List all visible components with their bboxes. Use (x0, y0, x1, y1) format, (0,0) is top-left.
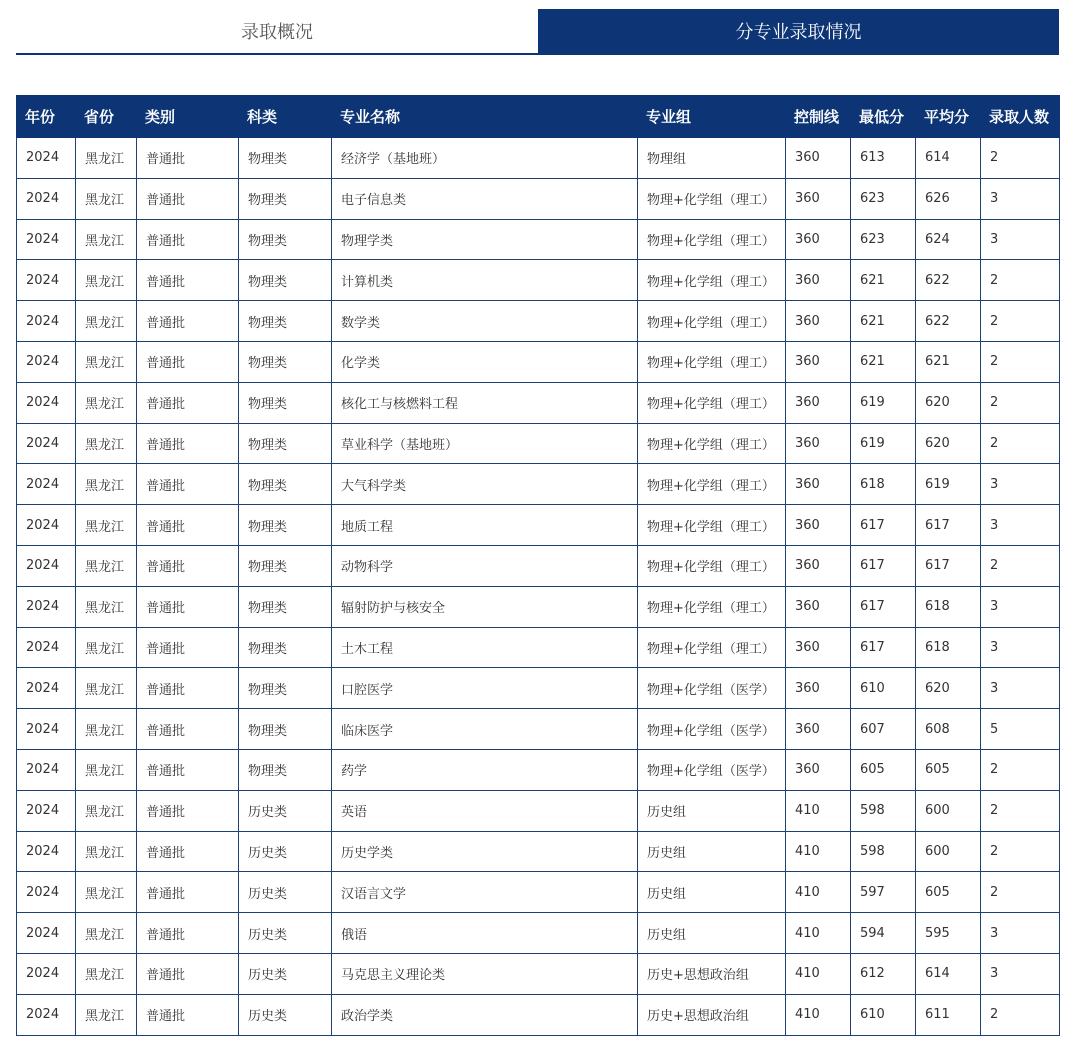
cell-control-line: 360 (786, 749, 851, 790)
cell-province: 黑龙江 (76, 668, 137, 709)
cell-subject-category: 物理类 (239, 341, 332, 382)
cell-year: 2024 (17, 953, 76, 994)
cell-major-name: 土木工程 (332, 627, 638, 668)
cell-control-line: 360 (786, 301, 851, 342)
cell-min-score: 617 (851, 545, 916, 586)
cell-major-group: 物理+化学组（理工） (638, 545, 786, 586)
cell-min-score: 605 (851, 749, 916, 790)
cell-year: 2024 (17, 219, 76, 260)
table-row (17, 341, 1060, 382)
cell-min-score: 619 (851, 382, 916, 423)
cell-major-name: 化学类 (332, 341, 638, 382)
table-row (17, 138, 1060, 179)
cell-major-group: 物理+化学组（理工） (638, 627, 786, 668)
cell-admitted-count: 3 (981, 913, 1060, 954)
cell-batch: 普通批 (137, 709, 239, 750)
cell-admitted-count: 2 (981, 790, 1060, 831)
cell-year: 2024 (17, 301, 76, 342)
cell-admitted-count: 3 (981, 586, 1060, 627)
cell-province: 黑龙江 (76, 382, 137, 423)
cell-admitted-count: 2 (981, 545, 1060, 586)
cell-year: 2024 (17, 464, 76, 505)
cell-control-line: 410 (786, 913, 851, 954)
cell-major-name: 药学 (332, 749, 638, 790)
cell-admitted-count: 2 (981, 872, 1060, 913)
cell-batch: 普通批 (137, 627, 239, 668)
cell-control-line: 360 (786, 464, 851, 505)
cell-major-name: 英语 (332, 790, 638, 831)
cell-batch: 普通批 (137, 749, 239, 790)
cell-batch: 普通批 (137, 301, 239, 342)
cell-major-name: 历史学类 (332, 831, 638, 872)
table-header-row (17, 96, 1060, 138)
cell-year: 2024 (17, 505, 76, 546)
cell-avg-score: 605 (916, 749, 981, 790)
cell-major-name: 汉语言文学 (332, 872, 638, 913)
cell-year: 2024 (17, 260, 76, 301)
cell-major-group: 物理+化学组（理工） (638, 260, 786, 301)
cell-avg-score: 618 (916, 627, 981, 668)
cell-control-line: 360 (786, 178, 851, 219)
header-batch: 类别 (137, 96, 239, 138)
cell-major-group: 物理+化学组（理工） (638, 301, 786, 342)
cell-batch: 普通批 (137, 505, 239, 546)
cell-control-line: 360 (786, 627, 851, 668)
cell-avg-score: 595 (916, 913, 981, 954)
cell-batch: 普通批 (137, 260, 239, 301)
cell-control-line: 410 (786, 831, 851, 872)
header-min-score: 最低分 (851, 96, 916, 138)
cell-subject-category: 物理类 (239, 464, 332, 505)
cell-min-score: 610 (851, 994, 916, 1035)
cell-avg-score: 618 (916, 586, 981, 627)
cell-avg-score: 620 (916, 668, 981, 709)
cell-subject-category: 历史类 (239, 953, 332, 994)
cell-batch: 普通批 (137, 341, 239, 382)
cell-major-name: 大气科学类 (332, 464, 638, 505)
cell-subject-category: 历史类 (239, 994, 332, 1035)
cell-batch: 普通批 (137, 668, 239, 709)
cell-major-group: 历史组 (638, 831, 786, 872)
cell-province: 黑龙江 (76, 872, 137, 913)
cell-year: 2024 (17, 994, 76, 1035)
cell-admitted-count: 3 (981, 178, 1060, 219)
cell-avg-score: 617 (916, 545, 981, 586)
cell-avg-score: 624 (916, 219, 981, 260)
cell-major-group: 物理+化学组（理工） (638, 219, 786, 260)
cell-avg-score: 600 (916, 790, 981, 831)
cell-province: 黑龙江 (76, 953, 137, 994)
cell-province: 黑龙江 (76, 586, 137, 627)
cell-province: 黑龙江 (76, 545, 137, 586)
cell-admitted-count: 2 (981, 138, 1060, 179)
cell-control-line: 360 (786, 668, 851, 709)
cell-avg-score: 600 (916, 831, 981, 872)
cell-year: 2024 (17, 341, 76, 382)
cell-batch: 普通批 (137, 872, 239, 913)
cell-province: 黑龙江 (76, 260, 137, 301)
cell-avg-score: 611 (916, 994, 981, 1035)
cell-major-group: 历史+思想政治组 (638, 953, 786, 994)
cell-control-line: 360 (786, 423, 851, 464)
cell-major-name: 草业科学（基地班） (332, 423, 638, 464)
cell-province: 黑龙江 (76, 790, 137, 831)
cell-subject-category: 物理类 (239, 219, 332, 260)
cell-province: 黑龙江 (76, 341, 137, 382)
cell-subject-category: 物理类 (239, 545, 332, 586)
cell-min-score: 619 (851, 423, 916, 464)
cell-batch: 普通批 (137, 382, 239, 423)
cell-avg-score: 620 (916, 423, 981, 464)
cell-year: 2024 (17, 709, 76, 750)
cell-major-group: 历史组 (638, 913, 786, 954)
tab-bar (16, 9, 1059, 55)
cell-batch: 普通批 (137, 913, 239, 954)
cell-min-score: 621 (851, 341, 916, 382)
cell-control-line: 360 (786, 545, 851, 586)
cell-batch: 普通批 (137, 464, 239, 505)
cell-admitted-count: 3 (981, 464, 1060, 505)
cell-batch: 普通批 (137, 545, 239, 586)
header-major-name: 专业名称 (332, 96, 638, 138)
cell-major-name: 口腔医学 (332, 668, 638, 709)
cell-min-score: 598 (851, 790, 916, 831)
cell-control-line: 360 (786, 586, 851, 627)
header-province: 省份 (76, 96, 137, 138)
cell-subject-category: 历史类 (239, 790, 332, 831)
table-row (17, 382, 1060, 423)
cell-admitted-count: 2 (981, 301, 1060, 342)
cell-subject-category: 历史类 (239, 872, 332, 913)
cell-admitted-count: 2 (981, 994, 1060, 1035)
cell-province: 黑龙江 (76, 505, 137, 546)
cell-year: 2024 (17, 668, 76, 709)
cell-control-line: 360 (786, 382, 851, 423)
cell-min-score: 623 (851, 219, 916, 260)
tab-admission-overview[interactable]: 录取概况 (16, 9, 538, 53)
cell-province: 黑龙江 (76, 178, 137, 219)
cell-admitted-count: 3 (981, 505, 1060, 546)
cell-batch: 普通批 (137, 138, 239, 179)
cell-control-line: 360 (786, 219, 851, 260)
cell-batch: 普通批 (137, 586, 239, 627)
cell-major-name: 辐射防护与核安全 (332, 586, 638, 627)
cell-admitted-count: 3 (981, 668, 1060, 709)
cell-admitted-count: 2 (981, 749, 1060, 790)
table-row (17, 668, 1060, 709)
cell-subject-category: 物理类 (239, 423, 332, 464)
cell-subject-category: 物理类 (239, 260, 332, 301)
cell-major-group: 物理+化学组（理工） (638, 505, 786, 546)
cell-major-name: 临床医学 (332, 709, 638, 750)
table-row (17, 545, 1060, 586)
cell-batch: 普通批 (137, 178, 239, 219)
cell-year: 2024 (17, 831, 76, 872)
cell-avg-score: 622 (916, 260, 981, 301)
cell-min-score: 598 (851, 831, 916, 872)
cell-min-score: 617 (851, 627, 916, 668)
cell-province: 黑龙江 (76, 301, 137, 342)
cell-control-line: 360 (786, 341, 851, 382)
cell-batch: 普通批 (137, 790, 239, 831)
cell-min-score: 612 (851, 953, 916, 994)
cell-major-name: 经济学（基地班） (332, 138, 638, 179)
cell-avg-score: 617 (916, 505, 981, 546)
cell-major-group: 物理+化学组（医学） (638, 668, 786, 709)
cell-avg-score: 608 (916, 709, 981, 750)
cell-year: 2024 (17, 627, 76, 668)
cell-subject-category: 物理类 (239, 301, 332, 342)
cell-major-name: 马克思主义理论类 (332, 953, 638, 994)
cell-admitted-count: 2 (981, 423, 1060, 464)
table-row (17, 301, 1060, 342)
cell-year: 2024 (17, 178, 76, 219)
cell-avg-score: 605 (916, 872, 981, 913)
table-row (17, 709, 1060, 750)
cell-province: 黑龙江 (76, 831, 137, 872)
cell-year: 2024 (17, 423, 76, 464)
table-row (17, 586, 1060, 627)
cell-major-name: 俄语 (332, 913, 638, 954)
table-row (17, 913, 1060, 954)
cell-min-score: 621 (851, 260, 916, 301)
cell-admitted-count: 2 (981, 260, 1060, 301)
table-row (17, 464, 1060, 505)
cell-subject-category: 物理类 (239, 627, 332, 668)
cell-admitted-count: 5 (981, 709, 1060, 750)
table-body (17, 138, 1060, 1036)
header-admitted-count: 录取人数 (981, 96, 1060, 138)
cell-subject-category: 物理类 (239, 505, 332, 546)
cell-subject-category: 物理类 (239, 138, 332, 179)
cell-min-score: 594 (851, 913, 916, 954)
cell-major-name: 电子信息类 (332, 178, 638, 219)
cell-subject-category: 历史类 (239, 831, 332, 872)
cell-min-score: 597 (851, 872, 916, 913)
cell-avg-score: 614 (916, 953, 981, 994)
cell-province: 黑龙江 (76, 994, 137, 1035)
cell-batch: 普通批 (137, 953, 239, 994)
cell-major-name: 数学类 (332, 301, 638, 342)
table-row (17, 872, 1060, 913)
header-major-group: 专业组 (638, 96, 786, 138)
cell-major-name: 核化工与核燃料工程 (332, 382, 638, 423)
table-row (17, 178, 1060, 219)
cell-control-line: 410 (786, 994, 851, 1035)
cell-avg-score: 622 (916, 301, 981, 342)
tab-admission-by-major[interactable]: 分专业录取情况 (538, 9, 1059, 53)
cell-min-score: 607 (851, 709, 916, 750)
cell-province: 黑龙江 (76, 423, 137, 464)
cell-major-group: 物理+化学组（理工） (638, 423, 786, 464)
table-row (17, 423, 1060, 464)
cell-major-group: 物理+化学组（理工） (638, 464, 786, 505)
table-row (17, 831, 1060, 872)
cell-year: 2024 (17, 790, 76, 831)
header-avg-score: 平均分 (916, 96, 981, 138)
cell-batch: 普通批 (137, 994, 239, 1035)
cell-major-group: 物理+化学组（理工） (638, 586, 786, 627)
cell-major-group: 物理+化学组（医学） (638, 749, 786, 790)
cell-subject-category: 物理类 (239, 178, 332, 219)
cell-major-group: 物理+化学组（理工） (638, 382, 786, 423)
cell-admitted-count: 2 (981, 831, 1060, 872)
cell-control-line: 410 (786, 790, 851, 831)
cell-min-score: 623 (851, 178, 916, 219)
cell-province: 黑龙江 (76, 913, 137, 954)
cell-province: 黑龙江 (76, 138, 137, 179)
cell-subject-category: 历史类 (239, 913, 332, 954)
cell-major-name: 地质工程 (332, 505, 638, 546)
cell-year: 2024 (17, 545, 76, 586)
cell-min-score: 617 (851, 586, 916, 627)
cell-subject-category: 物理类 (239, 586, 332, 627)
cell-batch: 普通批 (137, 831, 239, 872)
cell-admitted-count: 2 (981, 341, 1060, 382)
cell-year: 2024 (17, 913, 76, 954)
cell-province: 黑龙江 (76, 709, 137, 750)
cell-major-group: 物理+化学组（理工） (638, 341, 786, 382)
cell-major-group: 历史组 (638, 790, 786, 831)
header-subject-category: 科类 (239, 96, 332, 138)
cell-control-line: 360 (786, 260, 851, 301)
cell-major-group: 物理+化学组（医学） (638, 709, 786, 750)
cell-major-name: 计算机类 (332, 260, 638, 301)
cell-min-score: 617 (851, 505, 916, 546)
cell-admitted-count: 2 (981, 382, 1060, 423)
table-row (17, 219, 1060, 260)
cell-avg-score: 620 (916, 382, 981, 423)
admission-table (16, 95, 1060, 1036)
cell-admitted-count: 3 (981, 627, 1060, 668)
cell-batch: 普通批 (137, 219, 239, 260)
table-row (17, 749, 1060, 790)
cell-major-name: 动物科学 (332, 545, 638, 586)
cell-major-group: 物理+化学组（理工） (638, 178, 786, 219)
cell-major-name: 政治学类 (332, 994, 638, 1035)
cell-subject-category: 物理类 (239, 749, 332, 790)
cell-year: 2024 (17, 586, 76, 627)
cell-control-line: 360 (786, 505, 851, 546)
cell-major-group: 历史+思想政治组 (638, 994, 786, 1035)
cell-control-line: 410 (786, 953, 851, 994)
cell-control-line: 360 (786, 709, 851, 750)
cell-control-line: 360 (786, 138, 851, 179)
cell-min-score: 610 (851, 668, 916, 709)
cell-min-score: 618 (851, 464, 916, 505)
cell-major-name: 物理学类 (332, 219, 638, 260)
cell-province: 黑龙江 (76, 464, 137, 505)
cell-avg-score: 626 (916, 178, 981, 219)
cell-subject-category: 物理类 (239, 382, 332, 423)
cell-avg-score: 621 (916, 341, 981, 382)
cell-control-line: 410 (786, 872, 851, 913)
table-row (17, 505, 1060, 546)
cell-year: 2024 (17, 749, 76, 790)
cell-province: 黑龙江 (76, 627, 137, 668)
cell-major-group: 物理组 (638, 138, 786, 179)
cell-batch: 普通批 (137, 423, 239, 464)
header-control-line: 控制线 (786, 96, 851, 138)
cell-avg-score: 619 (916, 464, 981, 505)
cell-province: 黑龙江 (76, 219, 137, 260)
cell-province: 黑龙江 (76, 749, 137, 790)
table-row (17, 790, 1060, 831)
cell-admitted-count: 3 (981, 953, 1060, 994)
cell-year: 2024 (17, 872, 76, 913)
cell-year: 2024 (17, 382, 76, 423)
cell-subject-category: 物理类 (239, 709, 332, 750)
table-row (17, 953, 1060, 994)
table-row (17, 994, 1060, 1035)
cell-year: 2024 (17, 138, 76, 179)
cell-major-group: 历史组 (638, 872, 786, 913)
cell-min-score: 621 (851, 301, 916, 342)
cell-subject-category: 物理类 (239, 668, 332, 709)
cell-min-score: 613 (851, 138, 916, 179)
header-year: 年份 (17, 96, 76, 138)
cell-admitted-count: 3 (981, 219, 1060, 260)
table-row (17, 260, 1060, 301)
cell-avg-score: 614 (916, 138, 981, 179)
table-row (17, 627, 1060, 668)
